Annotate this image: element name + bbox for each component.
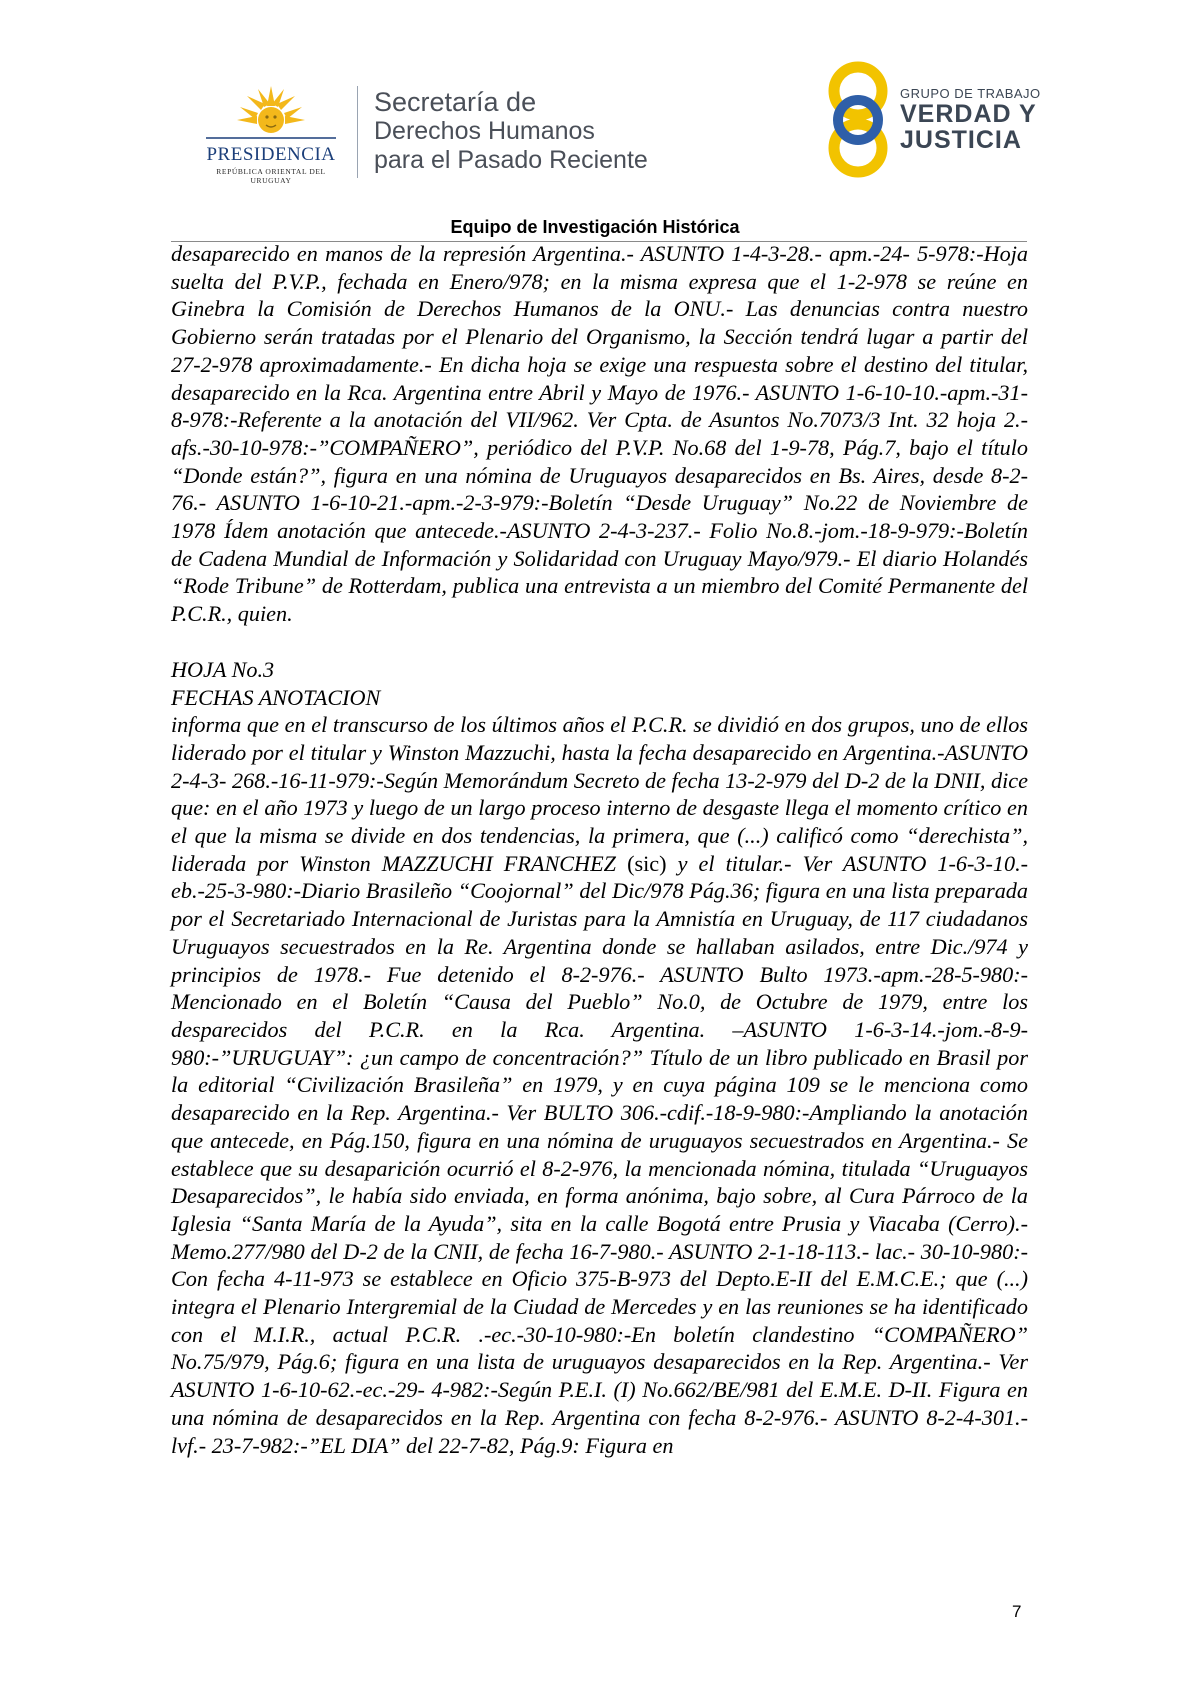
paragraph-2b: y el titular.- Ver ASUNTO 1-6-3-10.-eb.-25-3-980:-Diario Brasileño “Coojornal” del Dic/978 Pág.36; figura en una lista preparada por el Secretariado Internacional de Juristas para la Amnistía en Uruguay, de 117 ciudadanos Uruguayos secuestrados en la Re. Argentina donde se hallaban asilados, entre Dic./974 y principios de 1978.- Fue detenido el 8-2-976.- ASUNTO Bulto 1973.-apm.-28-5-980:-Mencionado en el Boletín “Causa del Pueblo” No.0, de Octubre de 1979, entre los desparecidos del P.C.R. en la Rca. Argentina. –ASUNTO 1-6-3-14.-jom.-8-9-980:-”URUGUAY”: ¿un campo de concentración?” Título de un libro publicado en Brasil por la editorial “Civilización Brasileña” en 1979, y en cuya página 109 se le menciona como desaparecido en la Rep. Argentina.- Ver BULTO 306.-cdif.-18-9-980:-Ampliando la anotación que antecede, en Pág.150, figura en una nómina de uruguayos secuestrados en Argentina.- Se establece que su desaparición ocurrió el 8-2-976, la mencionada nómina, titulada “Uruguayos Desaparecidos”, le había sido enviada, en forma anónima, bajo sobre, al Cura Párroco de la Iglesia “Santa María de la Ayuda”, sita en la calle Bogotá entre Prusia y Viacaba (Cerro).- Memo.277/980 del D-2 de la CNII, de fecha 16-7-980.- ASUNTO 2-1-18-113.- lac.- 30-10-980:-Con fecha 4-11-973 se establece en Oficio 375-B-973 del Depto.E-II del E.M.C.E.; que (...) integra el Plenario Intergremial de la Ciudad de Mercedes y en las reuniones se ha identificado con el M.I.R., actual P.C.R. .-ec.-30-10-980:-En boletín clandestino “COMPAÑERO” No.75/979, Pág.6; figura en una lista de uruguayos desaparecidos en la Rep. Argentina.- Ver ASUNTO 1-6-10-62.-ec.-29- 4-982:-Según P.E.I. (I) No.662/BE/981 del E.M.E. D-II. Figura en una nómina de desaparecidos en la Rep. Argentina con fecha 8-2-976.- ASUNTO 8-2-4-301.-lvf.- 23-7-982:-”EL DIA” del 22-7-82, Pág.9: Figura en (171, 850, 1029, 1458)
equipo-title: Equipo de Investigación Histórica (450, 217, 740, 237)
grupo-line3: JUSTICIA (900, 126, 1022, 154)
presidencia-subtitle: REPÚBLICA ORIENTAL DEL URUGUAY (216, 167, 326, 185)
secretaria-title (374, 88, 648, 175)
hoja-heading: HOJA No.3 (171, 656, 275, 682)
secretaria-line1: Secretaría de (374, 87, 537, 117)
fechas-heading: FECHAS ANOTACION (171, 684, 381, 710)
secretaria-line2: Derechos Humanos (374, 117, 595, 145)
document-body (171, 240, 1028, 1459)
verdad-justicia-rings-logo (820, 60, 896, 182)
secretaria-line3: para el Pasado Reciente (374, 146, 648, 174)
grupo-trabajo-title (900, 86, 1041, 153)
paragraph-2 (171, 711, 1028, 1459)
grupo-line1: GRUPO DE TRABAJO (900, 86, 1041, 101)
header-divider (357, 86, 358, 178)
paragraph-gap (171, 628, 1028, 656)
paragraph-2a: informa que en el transcurso de los últimos años el P.C.R. se dividió en dos grupos, uno de ellos liderado por el titular y Winston Mazzuchi, hasta la fecha desaparecido en Argentina.-ASUNTO 2-4-3- 268.-16-11-979:-Según Memorándum Secreto de fecha 13-2-979 del D-2 de la DNII, dice que: en el año 1973 y luego de un largo proceso interno de desgaste llega el momento crítico en el que la misma se divide en dos tendencias, la primera, que (...) calificó como “derechista”, liderada por Winston MAZZUCHI FRANCHEZ (171, 712, 1028, 876)
sic-note: (sic) (627, 850, 667, 876)
presidencia-name: PRESIDENCIA (206, 144, 336, 165)
paragraph-1: desaparecido en manos de la represión Argentina.- ASUNTO 1-4-3-28.- apm.-24- 5-978:-Hoja suelta del P.V.P., fechada en Enero/978; en la misma expresa que el 1-2-978 se reúne en Ginebra la Comisión de Derechos Humanos de la ONU.- Las denuncias contra nuestro Gobierno serán tratadas por el Plenario del Organismo, la Sección tendrá lugar a partir del 27-2-978 aproximadamente.- En dicha hoja se exige una respuesta sobre el destino del titular, desaparecido en la Rca. Argentina entre Abril y Mayo de 1976.- ASUNTO 1-6-10-10.-apm.-31-8-978:-Referente a la anotación del VII/962. Ver Cpta. de Asuntos No.7073/3 Int. 32 hoja 2.-afs.-30-10-978:-”COMPAÑERO”, periódico del P.V.P. No.68 del 1-9-78, Pág.7, bajo el título “Donde están?”, figura en una nómina de Uruguayos desaparecidos en Bs. Aires, desde 8-2-76.- ASUNTO 1-6-10-21.-apm.-2-3-979:-Boletín “Desde Uruguay” No.22 de Noviembre de 1978 Ídem anotación que antecede.-ASUNTO 2-4-3-237.- Folio No.8.-jom.-18-9-979:-Boletín de Cadena Mundial de Información y Solidaridad con Uruguay Mayo/979.- El diario Holandés “Rode Tribune” de Rotterdam, publica una entrevista a un miembro del Comité Permanente del P.C.R., quien. (171, 241, 1028, 627)
page-header (0, 0, 1190, 240)
page-number: 7 (1012, 1602, 1022, 1621)
grupo-line2: VERDAD Y (900, 100, 1037, 128)
